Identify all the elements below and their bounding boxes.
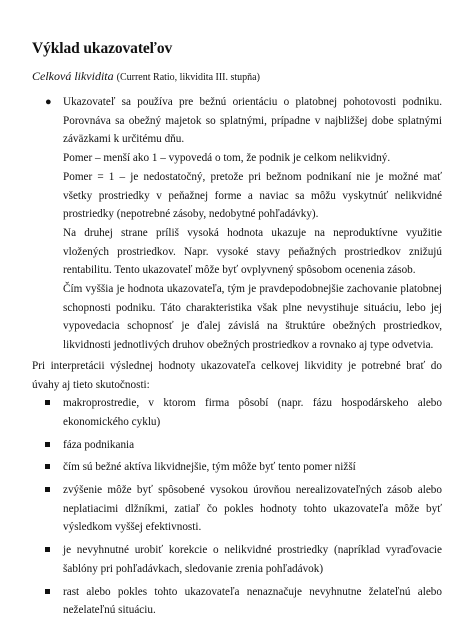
bullet-block	[32, 93, 442, 355]
list-item: fáza podnikania	[32, 436, 442, 455]
bullet-dot-icon: ●	[45, 96, 52, 108]
subtitle-main: Celková likvidita	[32, 69, 114, 83]
list-item: je nevyhnutné urobiť korekcie o nelikvidné prostriedky (napríklad vyraďovacie šablóny pri pohľadávkach, sledovanie zrenia pohľadávok)	[32, 541, 442, 578]
bullet-paragraph: Pomer – menší ako 1 – vypovedá o tom, že podnik je celkom nelikvidný.	[63, 152, 391, 165]
subtitle-note: (Current Ratio, likvidita III. stupňa)	[116, 72, 260, 83]
list-item: čím sú bežné aktíva likvidnejšie, tým môže byť tento pomer nižší	[32, 458, 442, 477]
list-item: rast alebo pokles tohto ukazovateľa nenaznačuje nevyhnutne želateľnú alebo neželateľnú situáciu.	[32, 583, 442, 620]
square-bullet-list	[32, 394, 442, 620]
list-item: makroprostredie, v ktorom firma pôsobí (napr. fázu hospodárskeho alebo ekonomického cyklu)	[32, 394, 442, 431]
interpretation-section	[32, 357, 442, 620]
page-title: Výklad ukazovateľov	[32, 40, 173, 57]
bullet-paragraph: Na druhej strane príliš vysoká hodnota ukazuje na neproduktívne využitie vložených prostriedkov. Napr. vysoké stavy peňažných prostriedkov znižujú rentabilitu. Tento ukazovateľ môže byť ovplyvnený spôsobom ocenenia zásob.	[63, 226, 442, 277]
list-item: zvýšenie môže byť spôsobené vysokou úrovňou nerealizovateľných zásob alebo neplatiacimi dlžníkmi, zatiaľ čo pokles hodnoty tohto ukazovateľa môže byť výsledkom vyššej efektivnosti.	[32, 481, 442, 537]
intro-paragraph: Pri interpretácii výslednej hodnoty ukazovateľa celkovej likvidity je potrebné brať do úvahy aj tieto skutočnosti:	[32, 359, 442, 391]
bullet-paragraph: Pomer = 1 – je nedostatočný, pretože pri bežnom podnikaní nie je možné mať všetky prostriedky v peňažnej forme a naviac sa môžu vyskytnúť nelikvidné prostriedky (nepotrebné zásoby, nedobytné pohľadávky).	[63, 170, 442, 221]
bullet-paragraph: Ukazovateľ sa používa pre bežnú orientáciu o platobnej pohotovosti podniku. Porovnáva sa obežný majetok so splatnými, prípadne v najbližšej dobe splatnými záväzkami k určitému dňu.	[63, 96, 442, 146]
section-subtitle	[32, 69, 442, 85]
bullet-paragraph: Čím vyššia je hodnota ukazovateľa, tým je pravdepodobnejšie zachovanie platobnej schopnosti podniku. Táto charakteristika však plne nevystihuje situáciu, lebo jej vypovedacia schopnosť je ďalej závislá na štruktúre obežných prostriedkov, likvidnosti jednotlivých druhov obežných prostriedkov a rovnako aj type odvetvia.	[63, 283, 442, 352]
